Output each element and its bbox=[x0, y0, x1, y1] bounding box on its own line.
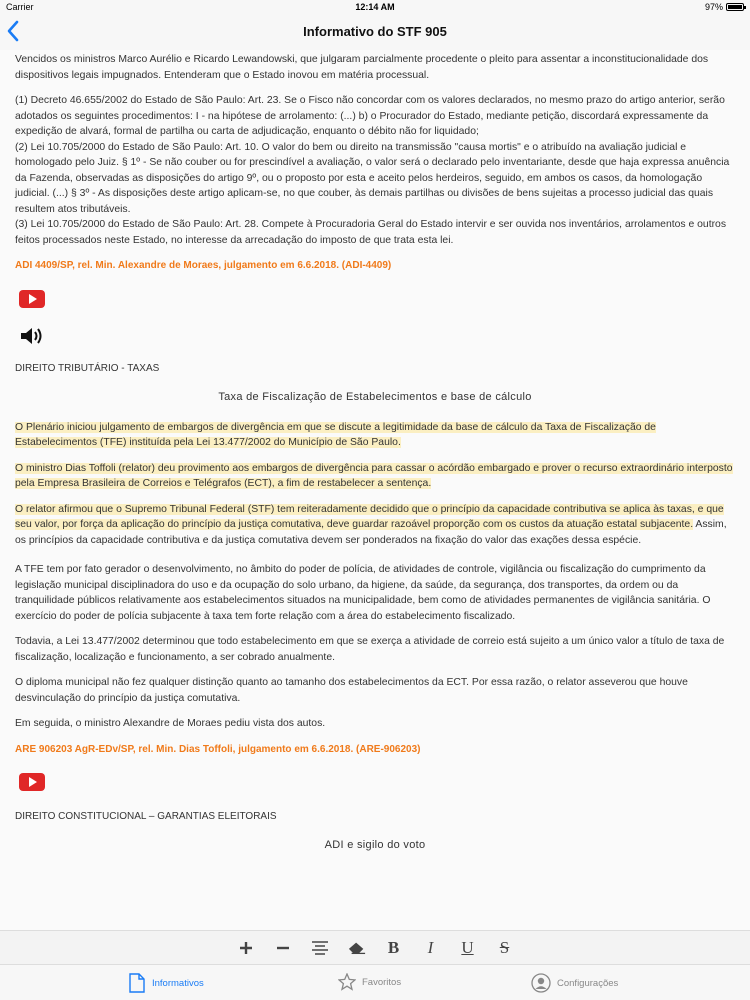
section-label-tributario: DIREITO TRIBUTÁRIO - TAXAS bbox=[15, 362, 160, 374]
minus-icon[interactable] bbox=[274, 937, 292, 959]
battery-percent: 97% bbox=[704, 2, 723, 12]
audio-button[interactable] bbox=[19, 325, 735, 353]
article-content[interactable] bbox=[0, 50, 750, 930]
tab-informativos[interactable] bbox=[128, 973, 204, 993]
star-icon bbox=[338, 973, 356, 991]
plus-icon[interactable] bbox=[237, 937, 255, 959]
paragraph-diploma: O diploma municipal não fez qualquer distinção quanto ao tamanho dos estabelecimentos da ECT. Por essa razão, o relator asseverou que houve desvinculação do princípio da justiça comutativa. bbox=[15, 677, 688, 704]
status-bar bbox=[0, 0, 750, 14]
youtube-icon bbox=[19, 290, 45, 308]
person-icon bbox=[531, 973, 551, 993]
article-heading-tfe: Taxa de Fiscalização de Estabelecimentos e base de cálculo bbox=[218, 391, 532, 403]
formatting-toolbar bbox=[0, 930, 750, 964]
paragraph-relator-voto bbox=[15, 461, 735, 492]
battery-icon bbox=[726, 3, 744, 11]
article-heading-sigilo: ADI e sigilo do voto bbox=[324, 839, 426, 851]
youtube-icon bbox=[19, 773, 45, 791]
paragraph-todavia: Todavia, a Lei 13.477/2002 determinou que todo estabelecimento em que se exerça a atividade de correio está sujeito a um único valor a título de taxa de fiscalização, localização e funcionamento, a ser cobrado anualmente. bbox=[15, 636, 725, 663]
paragraph-vista: Em seguida, o ministro Alexandre de Moraes pediu vista dos autos. bbox=[15, 718, 326, 729]
strikethrough-icon[interactable]: S bbox=[499, 937, 510, 957]
speaker-icon bbox=[19, 325, 45, 347]
tab-bar bbox=[0, 964, 750, 1000]
paragraph-capacidade bbox=[15, 502, 735, 549]
footnote-2: (2) Lei 10.705/2000 do Estado de São Paulo: Art. 10. O valor do bem ou direito na transmissão "causa mortis" e o atribuído na avaliação judicial e homologado pelo Juiz. § 1º - Se não couber ou for prescindível a avaliação, o valor será o declarado pelo inventariante, desde que haja expressa anuência da Fazenda, observadas as disposições do artigo 9º, ou o proposto por esta e aceito pelos herdeiros, seguido, em ambos os casos, da homologação judicial. (...) § 3º - As disposições deste artigo aplicam-se, no que couber, às demais partilhas ou divisões de bens sujeitas a processo judicial das quais resultem atos tributáveis. bbox=[15, 141, 730, 215]
battery-indicator bbox=[705, 2, 744, 12]
paragraph-plenario bbox=[15, 420, 735, 451]
align-icon[interactable] bbox=[311, 937, 329, 959]
section-label-constitucional: DIREITO CONSTITUCIONAL – GARANTIAS ELEITORAIS bbox=[15, 810, 277, 822]
bold-icon[interactable]: B bbox=[387, 937, 400, 957]
paragraph-text: Assim, os princípios da capacidade contributiva e da justiça comutativa devem ser ponderados na fixação do valor das exações dessa espécie. bbox=[15, 519, 727, 546]
footnote-3: (3) Lei 10.705/2000 do Estado de São Paulo: Art. 28. Compete à Procuradoria Geral do Estado intervir e ser ouvida nos inventários, arrolamentos e outros feitos processados neste Estado, no interesse da arrecadação do imposto de que trata esta lei. bbox=[15, 219, 727, 246]
page-title: Informativo do STF 905 bbox=[303, 24, 447, 39]
case-reference-adi4409[interactable]: ADI 4409/SP, rel. Min. Alexandre de Moraes, julgamento em 6.6.2018. (ADI-4409) bbox=[15, 260, 392, 271]
highlighted-text: O ministro Dias Toffoli (relator) deu provimento aos embargos de divergência para cassar o acórdão embargado e prover o recurso extraordinário interposto pela Empresa Brasileira de Correios e Telégrafos (ECT), a fim de restabelecer a sentença. bbox=[15, 462, 733, 489]
italic-icon[interactable]: I bbox=[427, 937, 434, 957]
tab-favoritos[interactable] bbox=[338, 973, 401, 991]
footnote-1: (1) Decreto 46.655/2002 do Estado de São Paulo: Art. 23. Se o Fisco não concordar com os valores declarados, no mesmo prazo do artigo anterior, serão adotados os seguintes procedimentos: I - na hipótese de arrolamento: (...) b) o Procurador do Estado, mediante petição, discordará expressamente da expedição de alvará, formal de partilha ou carta de adjudicação, enquanto o débito não for liquidado; bbox=[15, 95, 725, 137]
status-time: 12:14 AM bbox=[355, 2, 395, 12]
highlighted-text: O relator afirmou que o Supremo Tribunal Federal (STF) tem reiteradamente decidido que o princípio da capacidade contributiva se aplica às taxas, e que seu valor, por força da aplicação do princípio da justiça comutativa, deve guardar razoável proporção com os custos da atuação estatal subjacente. bbox=[15, 503, 724, 530]
carrier-label: Carrier bbox=[6, 2, 34, 12]
highlighted-text: O Plenário iniciou julgamento de embargos de divergência em que se discute a legitimidade da base de cálculo da Taxa de Fiscalização de Estabelecimentos (TFE) instituída pela Lei 13.477/2002 do Município de São Paulo. bbox=[15, 421, 656, 448]
paragraph-tfe-fato-gerador: A TFE tem por fato gerador o desenvolvimento, no âmbito do poder de polícia, de atividades de controle, vigilância ou fiscalização do cumprimento da legislação municipal disciplinadora do uso e da ocupação do solo urbano, da higiene, da saúde, da segurança, dos transportes, da ordem ou da tranquilidade públicos relativamente aos estabelecimentos situados na municipalidade, bem como de atividades permanentes de vigilância sanitária. O exercício do poder de polícia subjacente à taxa tem forte relação com a área do estabelecimento fiscalizado. bbox=[15, 564, 711, 622]
eraser-icon[interactable] bbox=[348, 937, 366, 959]
document-icon bbox=[128, 973, 146, 993]
navigation-bar bbox=[0, 14, 750, 50]
tab-label: Informativos bbox=[152, 977, 204, 989]
underline-icon[interactable]: U bbox=[461, 937, 474, 957]
case-reference-are906203[interactable]: ARE 906203 AgR-EDv/SP, rel. Min. Dias Toffoli, julgamento em 6.6.2018. (ARE-906203) bbox=[15, 743, 421, 755]
youtube-button[interactable] bbox=[19, 773, 735, 797]
tab-label: Configurações bbox=[557, 977, 619, 989]
tab-configuracoes[interactable] bbox=[531, 973, 618, 993]
tab-label: Favoritos bbox=[362, 976, 402, 988]
paragraph-intro: Vencidos os ministros Marco Aurélio e Ricardo Lewandowski, que julgaram parcialmente procedente o pleito para assentar a inconstitucionalidade dos dispositivos legais impugnados. Entenderam que o Estado inovou em matéria processual. bbox=[15, 54, 709, 81]
youtube-button[interactable] bbox=[19, 290, 735, 314]
